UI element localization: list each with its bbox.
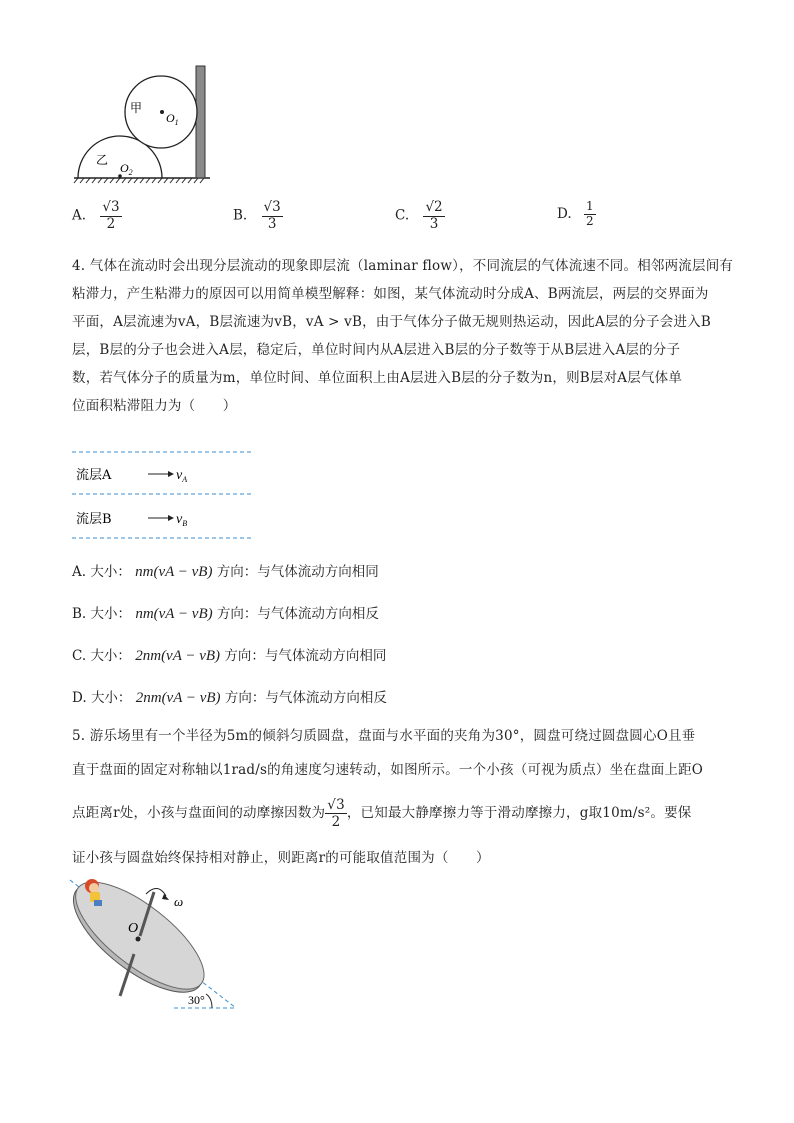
q4-option-d[interactable]: D. 大小： 2nm(vA − vB) 方向：与气体流动方向相反 [72,690,387,706]
circle1-center: O [166,111,175,125]
two-circles-figure [68,60,218,185]
layer-b-velocity: v [176,512,183,527]
layer-a-velocity: v [176,468,183,483]
q5-line-3: 点距离r处，小孩与盘面间的动摩擦因数为 $\frac{√3}{2}$ ，已知最大静摩擦力等于滑动摩擦力，g取10m/s²。要保 [72,796,692,830]
q5-stem [72,722,732,872]
q5-line-4: 证小孩与圆盘始终保持相对静止，则距离r的可能取值范围为（ ） [72,850,490,866]
q4-option-b[interactable]: B. 大小： nm(vA − vB) 方向：与气体流动方向相反 [72,606,379,622]
q4-option-a[interactable]: A. 大小： nm(vA − vB) 方向：与气体流动方向相同 [72,564,379,580]
q3-option-a[interactable]: A. $\frac{√3}{2}$ [72,199,120,232]
circle2-center: O [120,161,129,175]
svg-text:vA: $v_A$ [176,468,188,484]
q5-line-1: 5. 游乐场里有一个半径为5m的倾斜匀质圆盘，盘面与水平面的夹角为30°，圆盘可绕过圆盘圆心O且垂 [72,728,696,744]
q4-line: 位面积粘滞阻力为（ ） [72,398,237,414]
circle2-sub: 2 [128,168,133,177]
tilted-disk-figure [66,872,246,1014]
q4-line: 平面，A层流速为vA，B层流速为vB，vA > vB，由于气体分子做无规则热运动，因此A层的分子会进入B [72,314,711,330]
q4-stem [72,252,732,420]
svg-text:O2 [120,161,133,177]
q3-option-d[interactable]: D. $\frac{1}{2}$ [557,199,594,228]
layer-b-label: 流层B [76,512,112,527]
q4-line: 4. 气体在流动时会出现分层流动的现象即层流（laminar flow），不同流层的气体流速不同。相邻两流层间有 [72,258,734,274]
svg-text:vB: $v_B$ [176,512,188,528]
layer-a-label: 流层A [76,468,112,483]
circle1-sub: 1 [174,118,179,127]
q4-line: 数，若气体分子的质量为m，单位时间、单位面积上由A层进入B层的分子数为n，则B层对A层气体单 [72,370,683,386]
q5-line-2: 直于盘面的固定对称轴以1rad/s的角速度匀速转动，如图所示。一个小孩（可视为质点）坐在盘面上距O [72,762,704,778]
center-label: O [128,921,139,936]
flow-layers-figure [70,446,260,546]
circle1-label: 甲 [130,101,143,115]
angle-label: 30° [188,993,205,1007]
q4-line: 粘滞力，产生粘滞力的原因可以用简单模型解释：如图，某气体流动时分成A、B两流层，两层的交界面为 [72,286,709,302]
q4-line: 层，B层的分子也会进入A层，稳定后，单位时间内从A层进入B层的分子数等于从B层进入A层的分子 [72,342,681,358]
circle2-label: 乙 [96,153,109,167]
q3-option-c[interactable]: C. $\frac{√2}{3}$ [395,199,443,232]
omega-label: ω [174,894,184,909]
q4-option-c[interactable]: C. 大小： 2nm(vA − vB) 方向：与气体流动方向相同 [72,648,387,664]
q3-option-b[interactable]: B. $\frac{√3}{3}$ [233,199,281,232]
